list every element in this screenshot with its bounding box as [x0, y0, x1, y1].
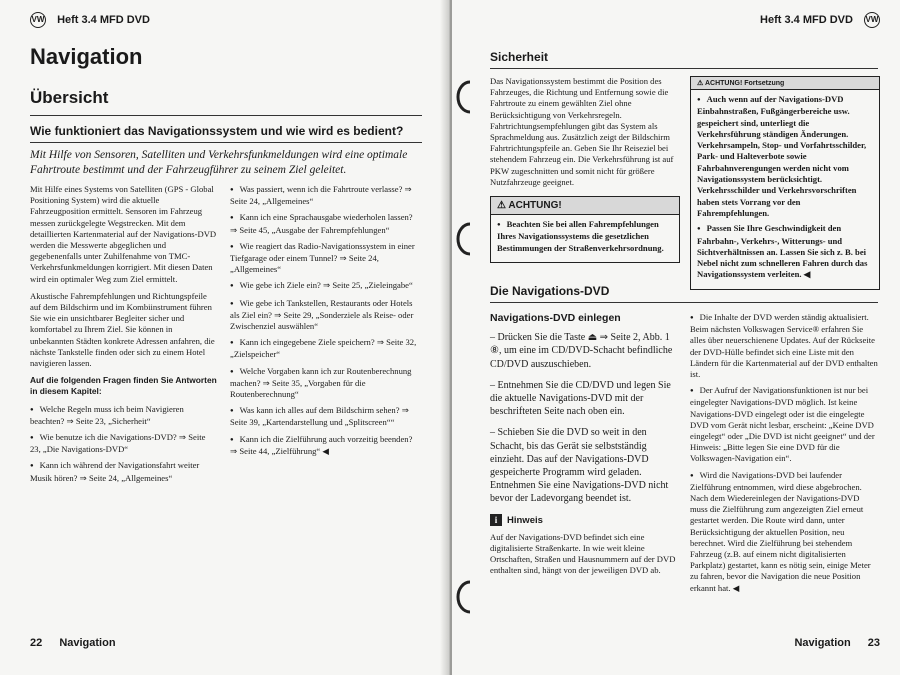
left-column-1: [30, 184, 218, 489]
footer-label: Navigation: [794, 637, 851, 649]
binder-ring-icon: [456, 80, 472, 114]
hinweis-heading: [490, 514, 678, 527]
list-item: ● Wie gebe ich Ziele ein? ⇒ Seite 25, „Zieleingabe“: [230, 280, 418, 292]
warning-body: [491, 215, 679, 262]
instruction-step: – Drücken Sie die Taste ⏏ ⇒ Seite 2, Abb. 1 ⑧, um eine im CD/DVD-Schacht befindliche CD/DVD auszuschieben.: [490, 332, 673, 370]
warning-text: ● Beachten Sie bei allen Fahrempfehlungen Ihres Navigationssystems die gesetzlichen Bestimmungen der Straßenverkehrsordnung.: [497, 219, 673, 254]
instruction-step: – Schieben Sie die DVD so weit in den Schacht, bis das Gerät sie selbstständig einzieht. Das auf der Navigations-DVD gespeicherte Programm wird geladen. Entnehmen Sie eine Navigations-DVD nicht bevor der Ladevorgang beendet ist.: [490, 427, 669, 505]
list-item: ● Welche Vorgaben kann ich zur Routenberechnung machen? ⇒ Seite 35, „Vorgaben für die Routenberechnung“: [230, 366, 418, 401]
page-subtitle: Übersicht: [30, 88, 109, 107]
list-item: ● Kann ich eingegebene Ziele speichern? ⇒ Seite 32, „Zielspeicher“: [230, 337, 418, 360]
question-heading: Wie funktioniert das Navigationssystem und wie wird es bedient?: [30, 124, 404, 138]
vw-logo-icon: VW: [30, 12, 46, 28]
page-number: 22: [30, 637, 43, 649]
left-header-label: Heft 3.4 MFD DVD: [57, 13, 150, 26]
list-item: ● Was passiert, wenn ich die Fahrtroute verlasse? ⇒ Seite 24, „Allgemeines“: [230, 184, 418, 207]
paragraph: Akustische Fahrempfehlungen und Richtungspfeile auf dem Bildschirm und im Kombiinstrument führen Sie wie ein unsichtbarer Begleiter sicher und komfortabel zu Ihrem Ziel. Sie können in unbekannten Städten konkrete Adressen anfahren, die nächste Tankstelle finden oder sich zu einem Hotel navigieren lassen.: [30, 290, 215, 369]
binder-ring-icon: [456, 580, 472, 614]
hinweis-text: Auf der Navigations-DVD befindet sich eine digitalisierte Straßenkarte. In wie weit kleine Ortschaften, Straßen und Hausnummern auf der DVD enthalten sind, hängt von der jeweiligen DVD ab.: [490, 531, 676, 576]
left-header: [30, 12, 150, 28]
list-item: ● Der Aufruf der Navigationsfunktionen ist nur bei eingelegter Navigations-DVD möglich. Ist keine Navigations-DVD eingelegt oder ist die eingelegte DVD vom Gerät nicht lesbar, erscheint: „Keine DVD eingelegt“ oder „Die DVD ist nicht geeignet“ und der Hinweis: „Bitte legen Sie eine DVD für die Volkswagen-Navigation ein“.: [690, 385, 878, 464]
divider: [30, 115, 422, 116]
page-title: Navigation: [30, 44, 143, 69]
left-footer: [30, 637, 116, 649]
right-footer: [794, 637, 880, 649]
hinweis-title: Hinweis: [507, 514, 543, 526]
warning-body: [691, 90, 879, 289]
warning-title: ACHTUNG! Fortsetzung: [704, 80, 785, 87]
questions-heading: Auf die folgenden Fragen finden Sie Antworten in diesem Kapitel:: [30, 375, 217, 397]
left-column-2: [230, 184, 418, 462]
list-item: ● Was kann ich alles auf dem Bildschirm sehen? ⇒ Seite 39, „Kartendarstellung und „Splitscreen““: [230, 405, 418, 428]
warning-header: [491, 197, 679, 215]
warning-box: [490, 196, 680, 263]
list-item: ● Kann ich während der Navigationsfahrt weiter Musik hören? ⇒ Seite 24, „Allgemeines“: [30, 460, 218, 483]
binder-ring-icon: [456, 222, 472, 256]
warning-text: ● Passen Sie Ihre Geschwindigkeit den Fahrbahn-, Verkehrs-, Witterungs- und Sichtverhältnissen an. Lassen Sie sich z. B. bei Nebel nicht zum schnelleren Fahren durch das Navigationssystem verleiten. ◀: [697, 223, 873, 280]
list-item: ● Wie reagiert das Radio-Navigationssystem in einer Tiefgarage oder einem Tunnel? ⇒ Seite 24, „Allgemeines“: [230, 241, 418, 276]
warning-title: ACHTUNG!: [508, 200, 562, 211]
divider: [490, 68, 878, 69]
dvd-heading: Navigations-DVD einlegen: [490, 312, 621, 324]
paragraph: Mit Hilfe eines Systems von Satelliten (GPS - Global Positioning System) wird die aktuelle Fahrzeugposition ermittelt. Sensoren im Fahrzeug messen zurückgelegte Wegstrecken. Mit dem detaillierten Kartenmaterial auf der Navigations-DVD werden die Messwerte abgeglichen und gegebenenfalls unter Zuhilfenahme von TMC-Verkehrsfunkmeldungen korrigiert. Mit diesen Daten wird ein optimaler Weg zum Ziel ermittelt.: [30, 184, 217, 284]
list-item: ● Welche Regeln muss ich beim Navigieren beachten? ⇒ Seite 23, „Sicherheit“: [30, 404, 218, 427]
right-header: [760, 12, 880, 28]
sicherheit-column: [490, 76, 678, 194]
divider: [30, 142, 422, 143]
paragraph: Das Navigationssystem bestimmt die Position des Fahrzeuges, die Richtung und Entfernung sowie die Fahrtroute zu einem gewählten Ziel ohne Berücksichtigung von Verkehrsregeln. Fahrtrichtungsempfehlungen gibt das System als Sprachmeldung aus. Zusätzlich zeigt der Bildschirm Fahrtrichtungspfeile an. Geben Sie Ihr Reiseziel bei stehendem Fahrzeug ein. Die Verkehrsführung ist auf PKW zugeschnitten und somit nicht für größere Nutzfahrzeuge geeignet.: [490, 76, 674, 187]
right-page: [452, 0, 900, 675]
right-header-label: Heft 3.4 MFD DVD: [760, 13, 853, 26]
warning-triangle-icon: ⚠: [497, 200, 506, 211]
left-page: [0, 0, 448, 675]
list-item: ● Kann ich die Zielführung auch vorzeitig beenden? ⇒ Seite 44, „Zielführung“ ◀: [230, 434, 418, 457]
list-item: ● Kann ich eine Sprachausgabe wiederholen lassen? ⇒ Seite 45, „Ausgabe der Fahrempfehlungen“: [230, 212, 418, 235]
warning-triangle-icon: ⚠: [697, 80, 704, 87]
list-item: ● Wird die Navigations-DVD bei laufender Zielführung entnommen, wird diese abgebrochen. Nach dem Wiedereinlegen der Navigations-DVD muss die Zielführung zum angezeigten Ziel erneut gestartet werden. Die Route wird dann, unter Berücksichtigung der aktuellen Position, neu berechnet. Wird die Zielführung bei stehendem Fahrzeug (z.B. auf einem nicht digitalisierten Parkplatz) gestartet, kann es nötig sein, einige Meter zu fahren, bevor die Navigation die neue Position erkannt hat. ◀: [690, 470, 878, 594]
list-item: ● Die Inhalte der DVD werden ständig aktualisiert. Beim nächsten Volkswagen Service® erfahren Sie alles über neuerschienene Updates. Auf der Rückseite der DVD-Hülle befindet sich eine Liste mit den Ländern für die Kartenmaterial auf der DVD enthalten ist.: [690, 312, 878, 380]
info-icon: i: [490, 514, 502, 526]
list-item: ● Wie benutze ich die Navigations-DVD? ⇒ Seite 23, „Die Navigations-DVD“: [30, 432, 218, 455]
instruction-step: – Entnehmen Sie die CD/DVD und legen Sie die aktuelle Navigations-DVD mit der beschrifteten Seite nach oben ein.: [490, 379, 671, 418]
divider: [490, 302, 878, 303]
dvd-column: [490, 312, 678, 585]
section-heading: Die Navigations-DVD: [490, 284, 610, 298]
lead-text: Mit Hilfe von Sensoren, Satelliten und Verkehrsfunkmeldungen wird eine optimale Fahrtroute bestimmt und der Fahrzeugführer zu seinem Ziel geleitet.: [30, 149, 408, 176]
page-number: 23: [867, 637, 880, 649]
vw-logo-icon: VW: [864, 12, 880, 28]
section-heading: Sicherheit: [490, 50, 549, 64]
warning-text: ● Auch wenn auf der Navigations-DVD Einbahnstraßen, Fußgängerbereiche usw. gespeichert sind, unterliegt die Verkehrsführung ständigen Änderungen. Verkehrsampeln, Stop- und Vorfahrtsschilder, Park- und Halteverbote sowie Fahrbahnverengungen werden nicht vom Navigationssystem berücksichtigt. Verkehrsschilder und Verkehrsvorschriften haben stets Vorrang vor den Fahrempfehlungen.: [697, 94, 873, 219]
list-item: ● Wie gebe ich Tankstellen, Restaurants oder Hotels als Ziel ein? ⇒ Seite 29, „Sonderziele als Reise- oder Zwischenziel auswählen“: [230, 298, 418, 333]
dvd-notes-column: [690, 312, 878, 599]
warning-continued-box: [690, 76, 880, 290]
warning-header: [691, 77, 879, 90]
footer-label: Navigation: [59, 637, 116, 649]
